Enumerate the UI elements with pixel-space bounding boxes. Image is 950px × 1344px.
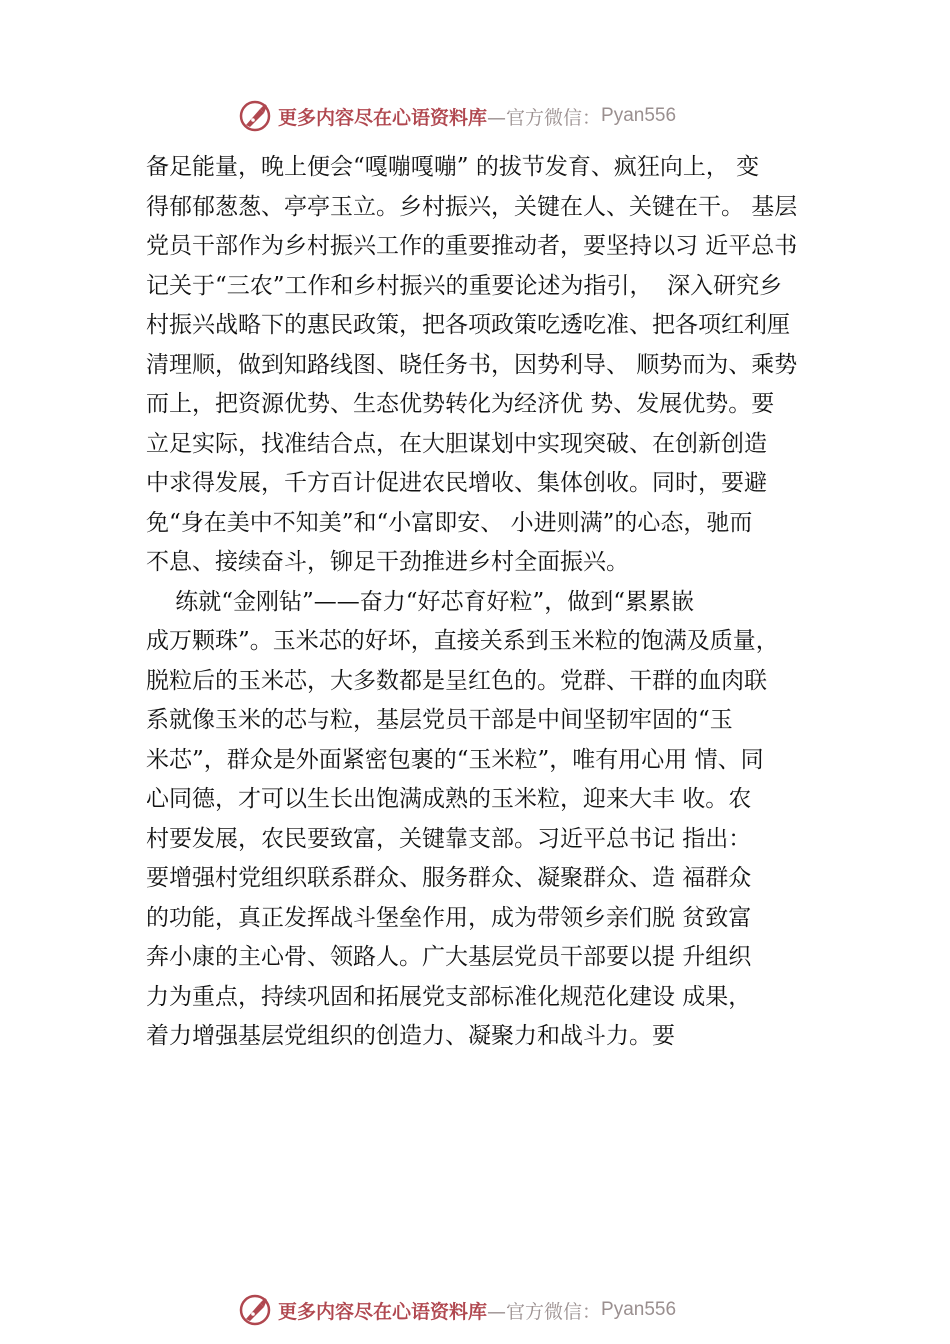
text-line: 的功能，真正发挥战斗堡垒作用，成为带领乡亲们脱 贫致富 [146, 904, 752, 931]
header-banner-title: 更多内容尽在心语资料库 [278, 106, 488, 129]
text-line: 着力增强基层党组织的创造力、凝聚力和战斗力。要 [146, 1023, 675, 1049]
text-line: 立足实际，找准结合点，在大胆谋划中实现突破、在创新创造 [146, 430, 767, 457]
text-line: 不息、接续奋斗，铆足干劲推进乡村全面振兴。 [146, 549, 629, 575]
text-line: 系就像玉米的芯与粒，基层党员干部是中间坚韧牢固的“玉 [146, 707, 733, 733]
text-line: 力为重点，持续巩固和拓展党支部标准化规范化建设 成果， [146, 983, 752, 1010]
text-line: 记关于“三农”工作和乡村振兴的重要论述为指引， 深入研究乡 [146, 272, 783, 299]
header-banner-wechat-id: Pyan556 [601, 105, 677, 126]
text-line: 成万颗珠”。玉米芯的好坏，直接关系到玉米粒的饱满及质量， [146, 628, 779, 654]
text-line: 清理顺，做到知路线图、晓任务书，因势利导、 顺势而为、乘势 [146, 351, 798, 378]
text-line: 奔小康的主心骨、领路人。广大基层党员干部要以提 升组织 [146, 944, 752, 970]
text-line: 免“身在美中不知美”和“小富即安、 小进则满”的心态，驰而 [146, 509, 753, 536]
footer-banner-subtitle: —官方微信： [487, 1300, 602, 1323]
pen-nib-logo-icon [238, 99, 272, 133]
text-line: 要增强村党组织联系群众、服务群众、凝聚群众、造 福群众 [146, 865, 752, 891]
text-line: 脱粒后的玉米芯，大多数都是呈红色的。党群、干群的血肉联 [146, 667, 767, 694]
footer-banner-title: 更多内容尽在心语资料库 [278, 1300, 488, 1323]
text-line: 村振兴战略下的惠民政策，把各项政策吃透吃准、把各项红利厘 [146, 312, 790, 338]
text-line: 米芯”，群众是外面紧密包裹的“玉米粒”，唯有用心用 情、同 [146, 746, 764, 773]
document-body [146, 148, 836, 1057]
footer-banner-wechat-id: Pyan556 [601, 1299, 677, 1320]
header-banner [238, 96, 738, 136]
text-line: 练就“金刚钻”——奋力“好芯育好粒”，做到“累累嵌 [146, 588, 695, 615]
footer-banner [238, 1290, 738, 1330]
text-line: 得郁郁葱葱、亭亭玉立。乡村振兴，关键在人、关键在干。 基层 [146, 193, 798, 220]
header-banner-subtitle: —官方微信： [487, 106, 602, 129]
text-line: 心同德，才可以生长出饱满成熟的玉米粒，迎来大丰 收。农 [146, 786, 752, 812]
text-line: 党员干部作为乡村振兴工作的重要推动者，要坚持以习 近平总书 [146, 233, 798, 259]
text-line: 中求得发展，千方百计促进农民增收、集体创收。同时，要避 [146, 470, 767, 496]
text-line: 村要发展，农民要致富，关键靠支部。习近平总书记 指出： [146, 825, 752, 852]
text-line: 备足能量，晚上便会“嘎嘣嘎嘣” 的拔节发育、疯狂向上， 变 [146, 154, 760, 180]
pen-nib-logo-icon [238, 1293, 272, 1327]
text-line: 而上，把资源优势、生态优势转化为经济优 势、发展优势。要 [146, 391, 775, 417]
